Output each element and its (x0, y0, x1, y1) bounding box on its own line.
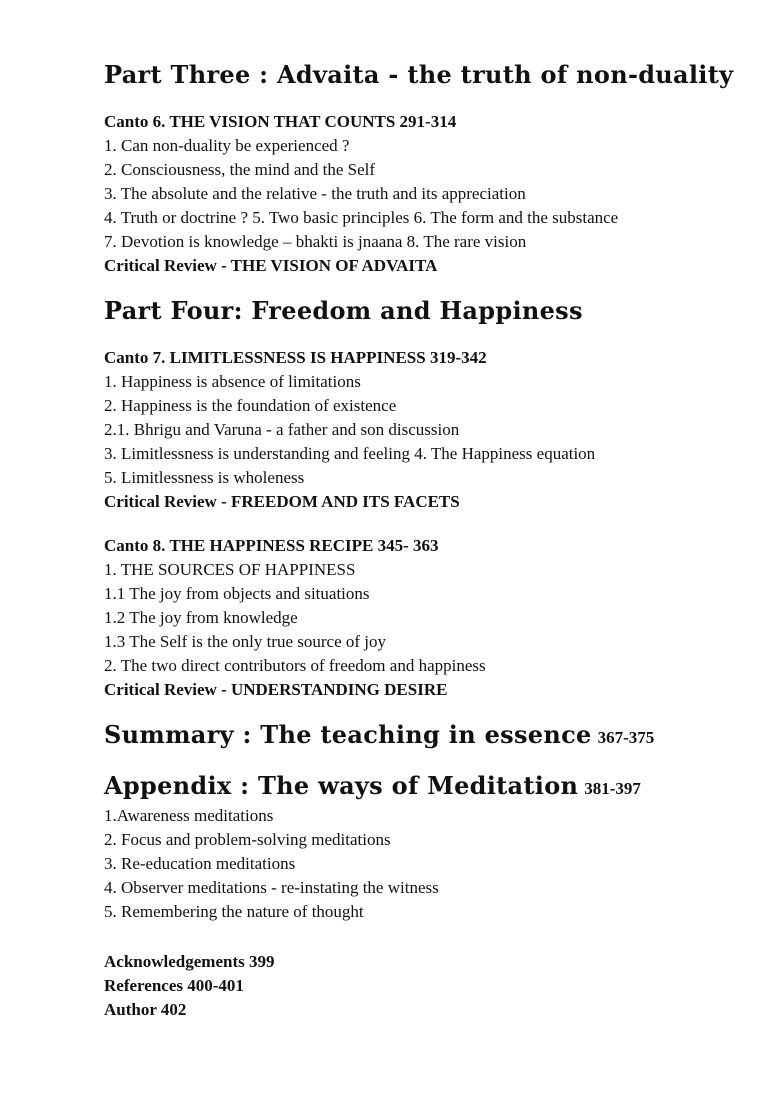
critical-review-canto-8: Critical Review - UNDERSTANDING DESIRE (104, 680, 448, 699)
author-entry: Author 402 (104, 1000, 187, 1019)
list-item: 1.3 The Self is the only true source of joy (104, 632, 387, 651)
list-item: 1. Can non-duality be experienced ? (104, 136, 350, 155)
list-item: 5. Limitlessness is wholeness (104, 468, 305, 487)
appendix-pages: 381-397 (584, 779, 641, 798)
appendix-title-text: Appendix : The ways of Meditation (104, 771, 579, 800)
list-item: 2. Consciousness, the mind and the Self (104, 160, 376, 179)
list-item: 7. Devotion is knowledge – bhakti is jnaana 8. The rare vision (104, 232, 527, 251)
summary-title-text: Summary : The teaching in essence (104, 720, 592, 749)
list-item: 1.1 The joy from objects and situations (104, 584, 370, 603)
critical-review-canto-7: Critical Review - FREEDOM AND ITS FACETS (104, 492, 460, 511)
canto-6-heading: Canto 6. THE VISION THAT COUNTS 291-314 (104, 112, 457, 131)
list-item: 3. The absolute and the relative - the truth and its appreciation (104, 184, 526, 203)
list-item: 2. Happiness is the foundation of existence (104, 396, 397, 415)
part-four-title: Part Four: Freedom and Happiness (104, 296, 583, 325)
appendix-title (104, 771, 744, 804)
list-item: 1.2 The joy from knowledge (104, 608, 298, 627)
list-item: 1. THE SOURCES OF HAPPINESS (104, 560, 356, 579)
part-three-title: Part Three : Advaita - the truth of non-duality (104, 60, 734, 89)
list-item: 4. Truth or doctrine ? 5. Two basic principles 6. The form and the substance (104, 208, 619, 227)
list-item: 5. Remembering the nature of thought (104, 902, 364, 921)
back-matter (104, 950, 744, 1022)
list-item: 2. Focus and problem-solving meditations (104, 830, 391, 849)
list-item: 1.Awareness meditations (104, 806, 274, 825)
list-item: 3. Re-education meditations (104, 854, 296, 873)
list-item: 2. The two direct contributors of freedom and happiness (104, 656, 486, 675)
canto-7-heading: Canto 7. LIMITLESSNESS IS HAPPINESS 319-342 (104, 348, 487, 367)
list-item: 3. Limitlessness is understanding and feeling 4. The Happiness equation (104, 444, 596, 463)
summary-pages: 367-375 (597, 728, 655, 747)
acknowledgements-entry: Acknowledgements 399 (104, 952, 275, 971)
list-item: 2.1. Bhrigu and Varuna - a father and son discussion (104, 420, 460, 439)
list-item: 1. Happiness is absence of limitations (104, 372, 361, 391)
critical-review-canto-6: Critical Review - THE VISION OF ADVAITA (104, 256, 438, 275)
summary-title (104, 720, 744, 753)
canto-8-heading: Canto 8. THE HAPPINESS RECIPE 345- 363 (104, 536, 439, 555)
list-item: 4. Observer meditations - re-instating the witness (104, 878, 439, 897)
references-entry: References 400-401 (104, 976, 244, 995)
table-of-contents (104, 60, 744, 1022)
